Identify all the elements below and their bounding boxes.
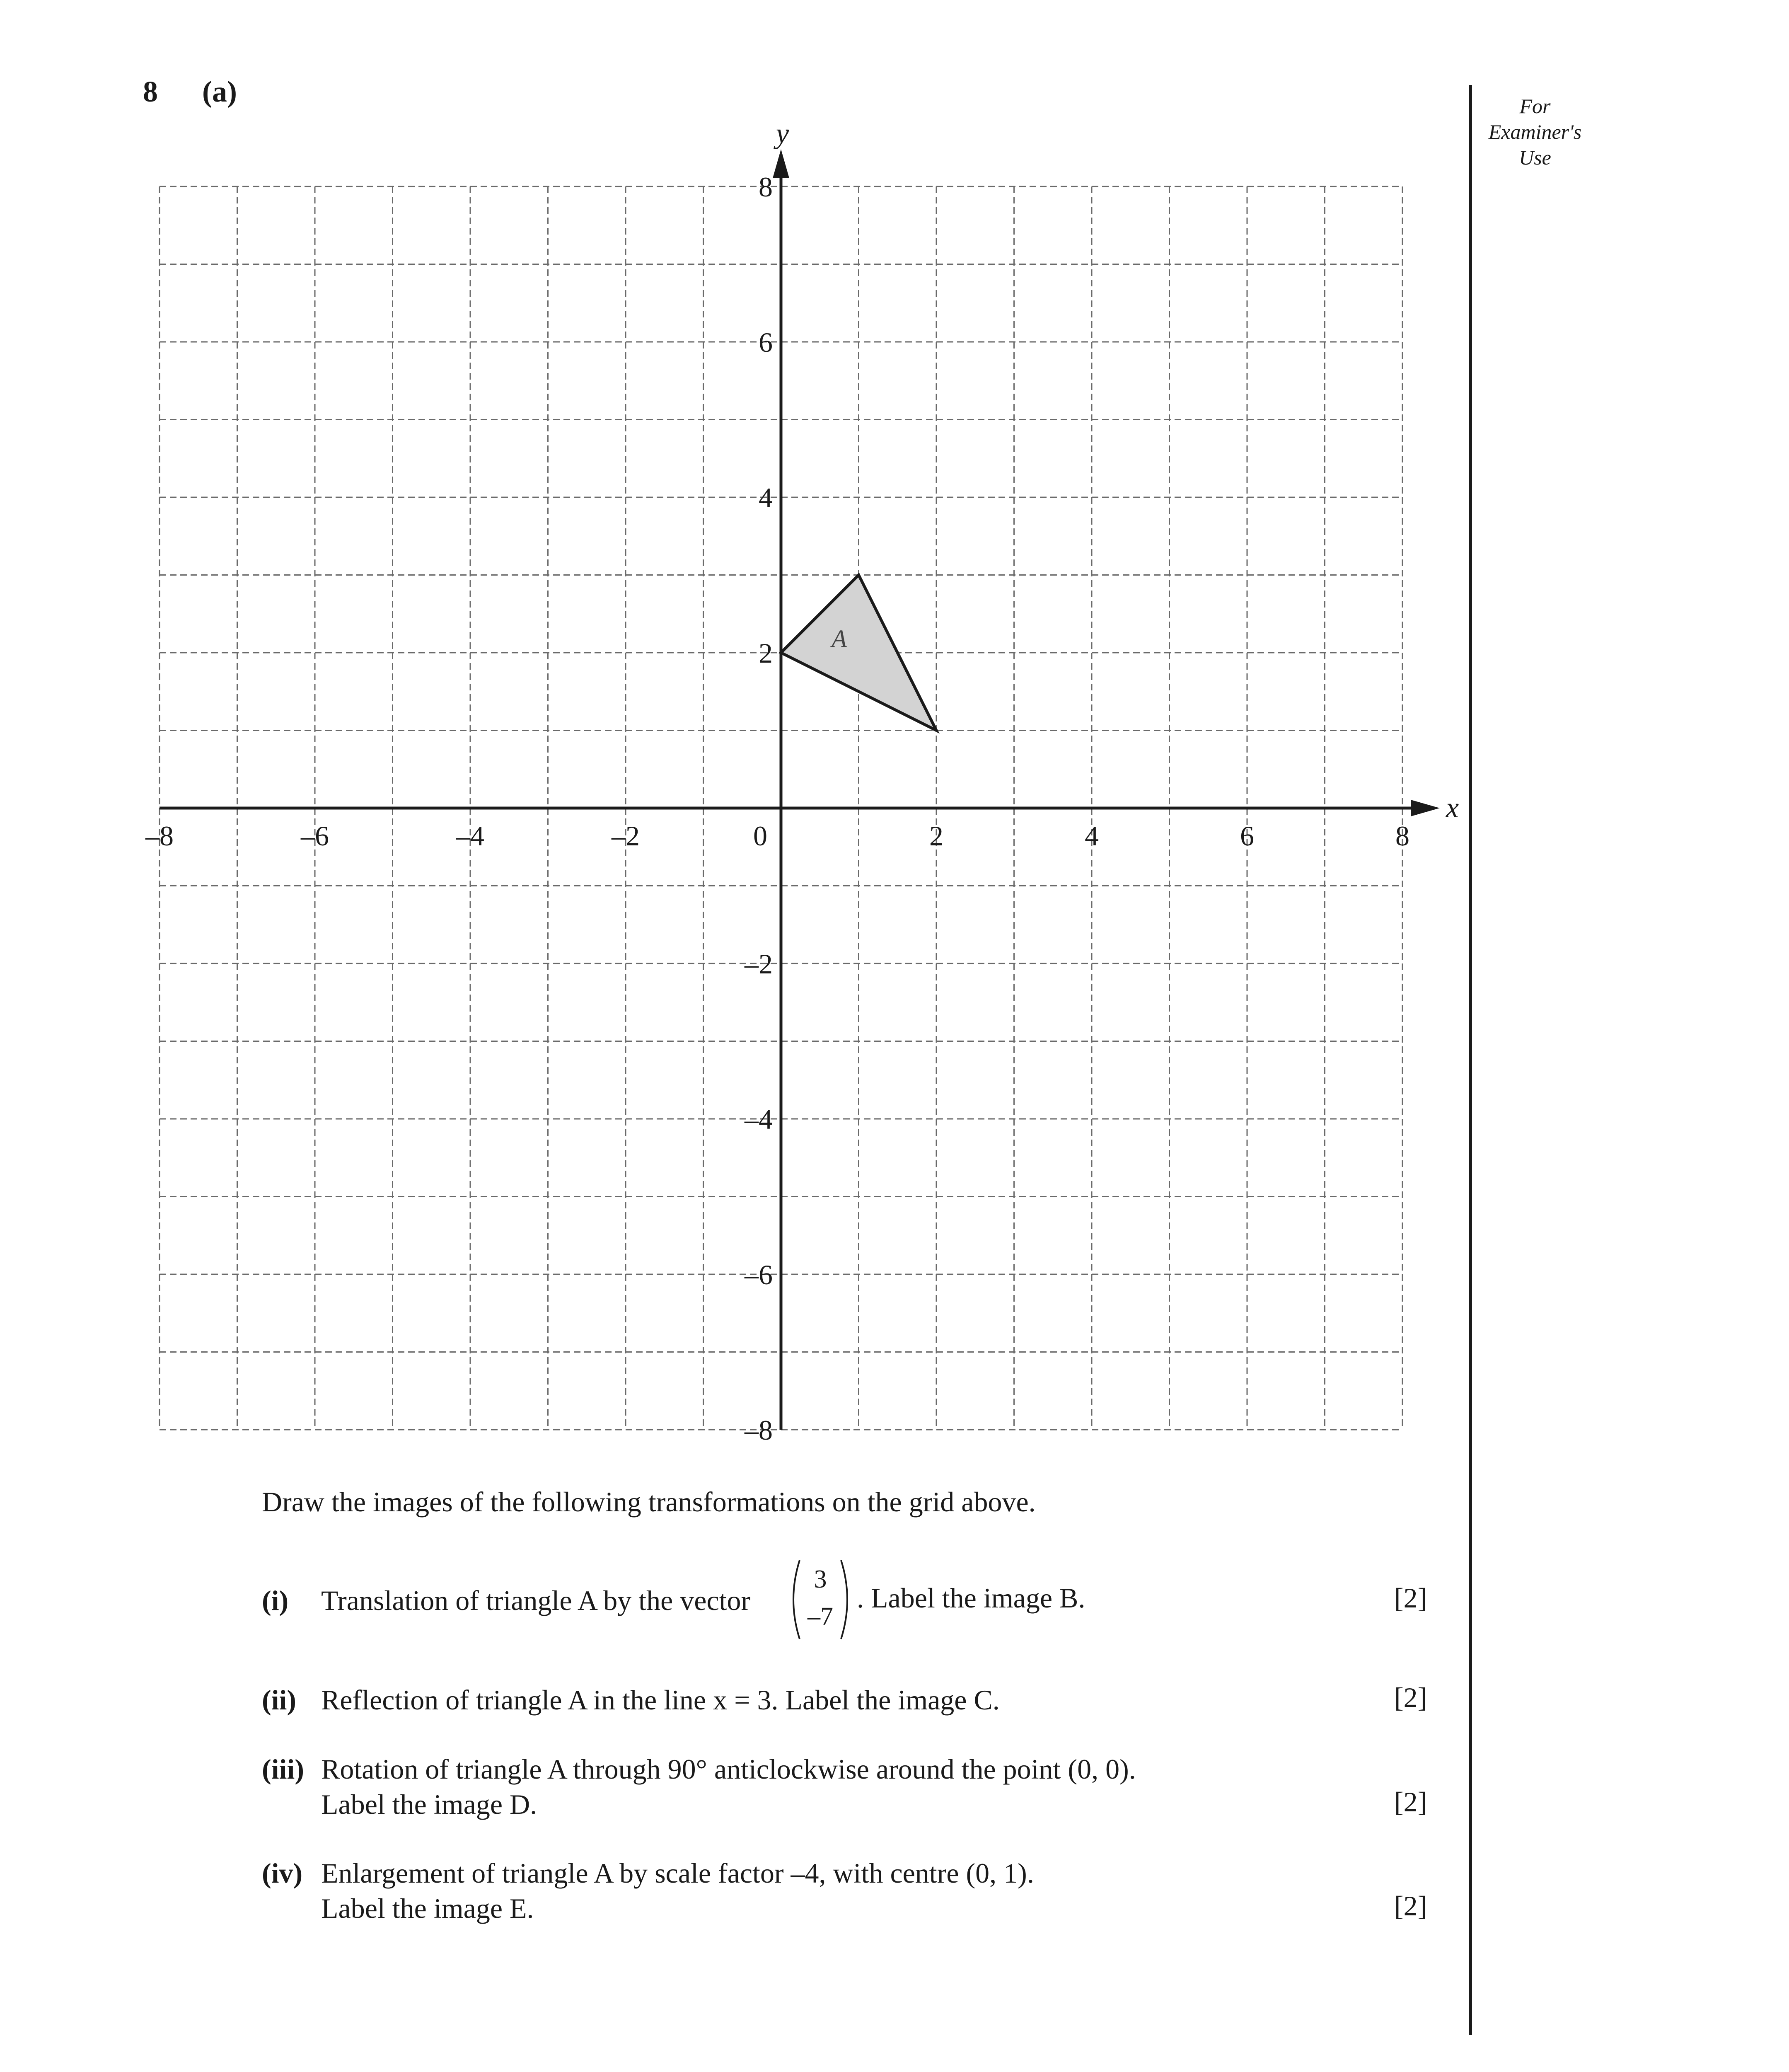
x-axis-label: x bbox=[1446, 792, 1459, 824]
part-i-text-after: . Label the image B. bbox=[857, 1582, 1085, 1614]
x-tick-label: 0 bbox=[753, 820, 767, 852]
part-i-marks: [2] bbox=[1394, 1582, 1427, 1614]
part-iii-text-line1: Rotation of triangle A through 90° anticlockwise around the point (0, 0). bbox=[321, 1753, 1136, 1785]
examiner-label-line2: Examiner's bbox=[1488, 120, 1582, 143]
part-ii-label: (ii) bbox=[262, 1684, 297, 1716]
x-axis-arrowhead bbox=[1411, 800, 1440, 816]
x-tick-label: –8 bbox=[145, 820, 174, 852]
question-number: 8 bbox=[143, 75, 158, 108]
y-tick-label: 2 bbox=[759, 637, 773, 669]
part-iv-text-line2: Label the image E. bbox=[321, 1893, 534, 1924]
x-tick-label: 4 bbox=[1085, 820, 1099, 852]
y-axis-arrowhead bbox=[773, 149, 789, 178]
part-iii-text-line2: Label the image D. bbox=[321, 1789, 537, 1820]
part-iv-label: (iv) bbox=[262, 1857, 303, 1889]
vector-bottom-value: –7 bbox=[807, 1602, 833, 1631]
y-tick-label: –6 bbox=[745, 1259, 773, 1290]
part-iv-text-line1: Enlargement of triangle A by scale factor –4, with centre (0, 1). bbox=[321, 1857, 1034, 1889]
part-iv-marks: [2] bbox=[1394, 1890, 1427, 1922]
x-tick-label: –6 bbox=[301, 820, 329, 852]
x-tick-label: –2 bbox=[612, 820, 640, 852]
y-axis-label: y bbox=[776, 118, 789, 150]
examiner-label-line3: Use bbox=[1519, 146, 1551, 169]
instructions-text: Draw the images of the following transformations on the grid above. bbox=[262, 1486, 1036, 1518]
part-iii-marks: [2] bbox=[1394, 1786, 1427, 1818]
y-tick-label: 8 bbox=[759, 171, 773, 203]
y-tick-label: 4 bbox=[759, 482, 773, 513]
triangle-label-a: A bbox=[832, 625, 847, 653]
part-ii-marks: [2] bbox=[1394, 1682, 1427, 1713]
y-tick-label: –8 bbox=[745, 1414, 773, 1446]
y-tick-label: –4 bbox=[745, 1104, 773, 1135]
axes bbox=[160, 118, 1459, 1430]
translation-vector bbox=[787, 1558, 853, 1641]
x-tick-label: 8 bbox=[1395, 820, 1409, 852]
examiner-label-line1: For bbox=[1519, 94, 1551, 118]
y-tick-label: 6 bbox=[759, 327, 773, 358]
part-iii-label: (iii) bbox=[262, 1753, 304, 1785]
part-i-text: Translation of triangle A by the vector bbox=[321, 1585, 751, 1616]
part-i-label: (i) bbox=[262, 1585, 289, 1616]
x-tick-label: 2 bbox=[929, 820, 943, 852]
part-ii-text: Reflection of triangle A in the line x = 3. Label the image C. bbox=[321, 1684, 1000, 1716]
x-tick-label: 6 bbox=[1240, 820, 1254, 852]
question-part-label: (a) bbox=[202, 75, 237, 108]
x-tick-label: –4 bbox=[456, 820, 484, 852]
y-tick-label: –2 bbox=[745, 948, 773, 980]
vector-top-value: 3 bbox=[814, 1565, 827, 1593]
